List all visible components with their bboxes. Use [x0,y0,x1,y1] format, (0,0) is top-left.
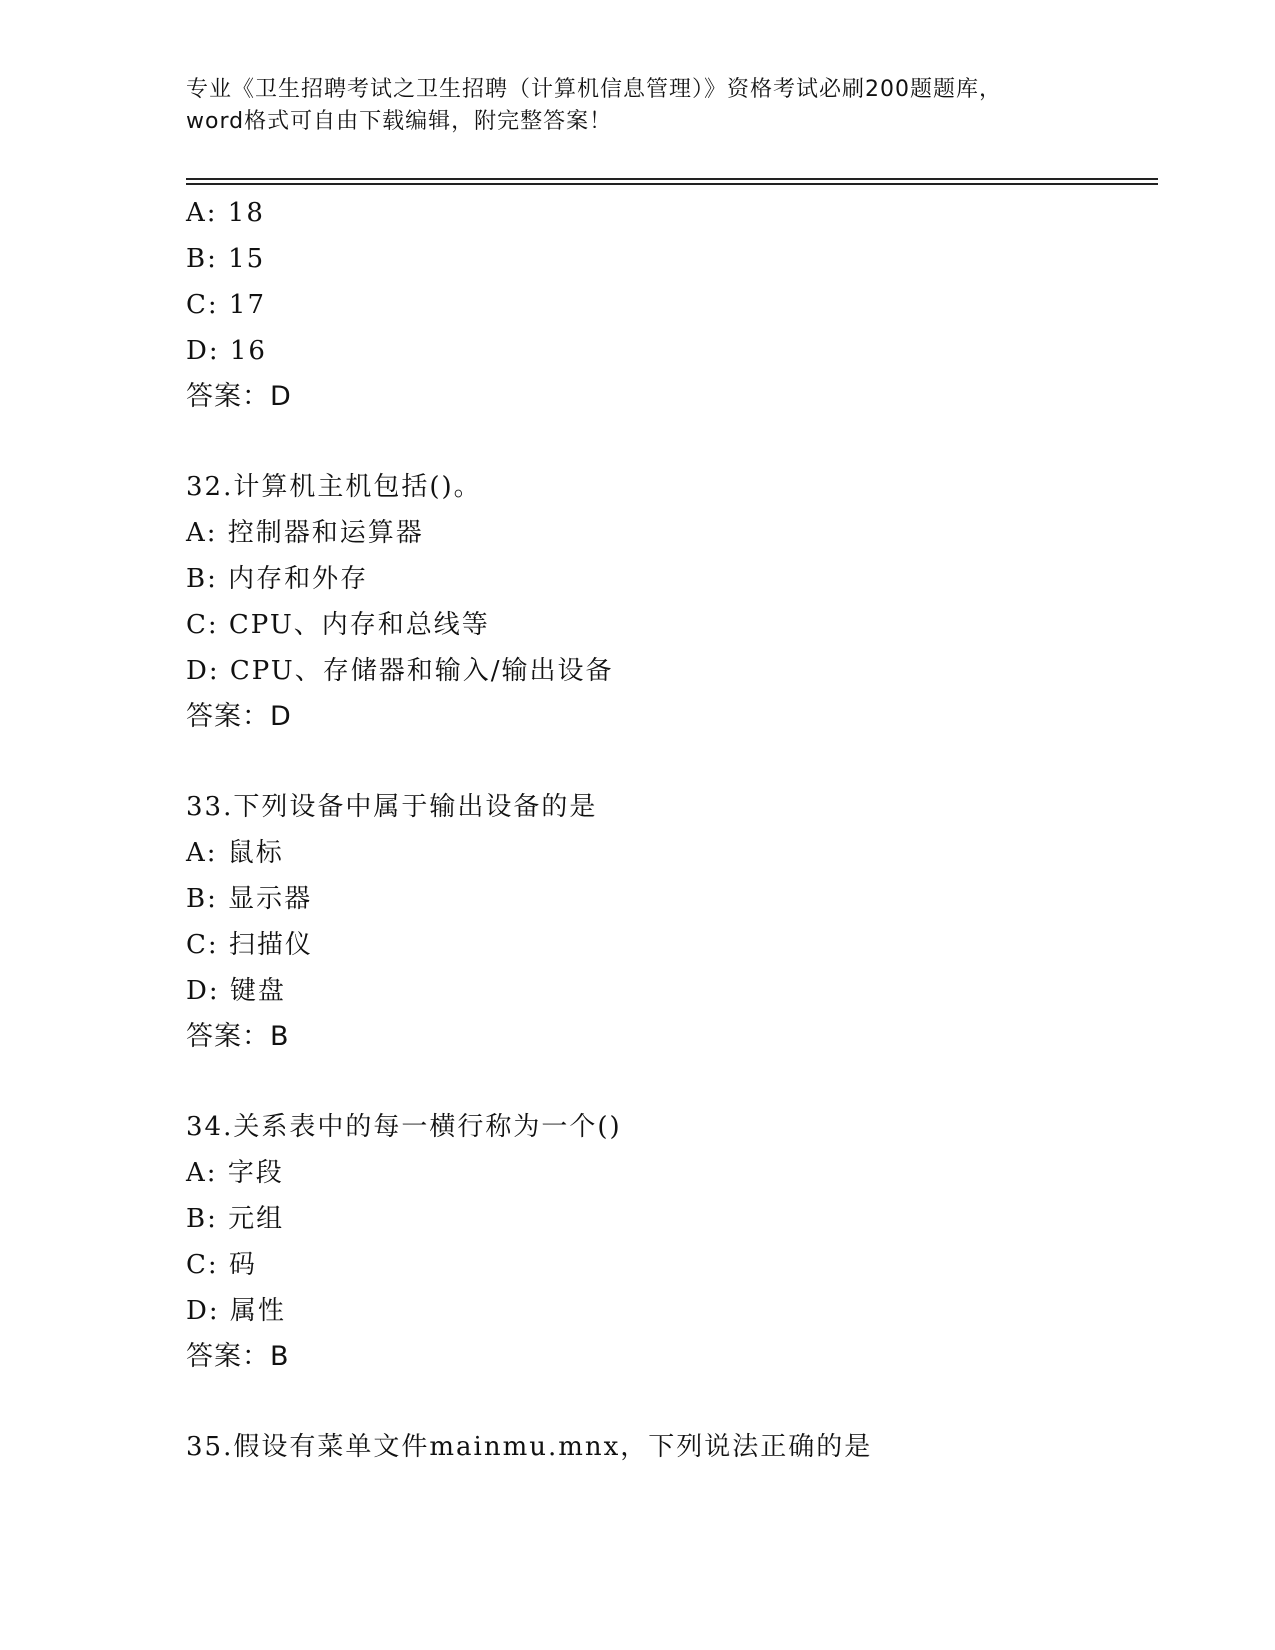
header-divider-bottom [186,183,1158,185]
option-c: C: CPU、内存和总线等 [186,610,490,640]
spacer [186,420,1136,464]
option-b: B: 显示器 [186,884,313,914]
answer-line: 答案：B [186,1341,290,1372]
option-a: A: 控制器和运算器 [186,518,424,548]
spacer [186,1060,1136,1104]
header-divider-top [186,178,1158,180]
option-a: A: 18 [186,198,265,228]
header-title-line-1: 专业《卫生招聘考试之卫生招聘（计算机信息管理）》资格考试必刷200题题库， [186,77,1002,102]
option-a: A: 鼠标 [186,838,284,868]
question-text: 35.假设有菜单文件mainmu.mnx，下列说法正确的是 [186,1432,873,1462]
question-text: 32.计算机主机包括()。 [186,472,482,502]
option-b: B: 元组 [186,1204,285,1234]
spacer [186,1380,1136,1424]
question-text: 34.关系表中的每一横行称为一个() [186,1112,622,1142]
question-block-35 [186,1424,1136,1470]
option-c: C: 17 [186,290,267,320]
answer-line: 答案：B [186,1021,290,1052]
spacer [186,740,1136,784]
option-d: D: 16 [186,336,267,366]
question-text: 33.下列设备中属于输出设备的是 [186,792,598,822]
option-d: D: 键盘 [186,976,286,1006]
option-c: C: 码 [186,1250,257,1280]
option-d: D: CPU、存储器和输入/输出设备 [186,656,614,686]
option-b: B: 内存和外存 [186,564,369,594]
header-title-line-2: word格式可自由下载编辑，附完整答案！ [186,109,613,134]
question-block-32 [186,464,1136,740]
option-c: C: 扫描仪 [186,930,313,960]
question-block-33 [186,784,1136,1060]
answer-line: 答案：D [186,381,292,412]
question-block-31 [186,190,1136,420]
answer-line: 答案：D [186,701,292,732]
document-header [186,74,1106,138]
question-list [186,190,1136,1470]
option-b: B: 15 [186,244,266,274]
option-d: D: 属性 [186,1296,286,1326]
question-block-34 [186,1104,1136,1380]
option-a: A: 字段 [186,1158,284,1188]
